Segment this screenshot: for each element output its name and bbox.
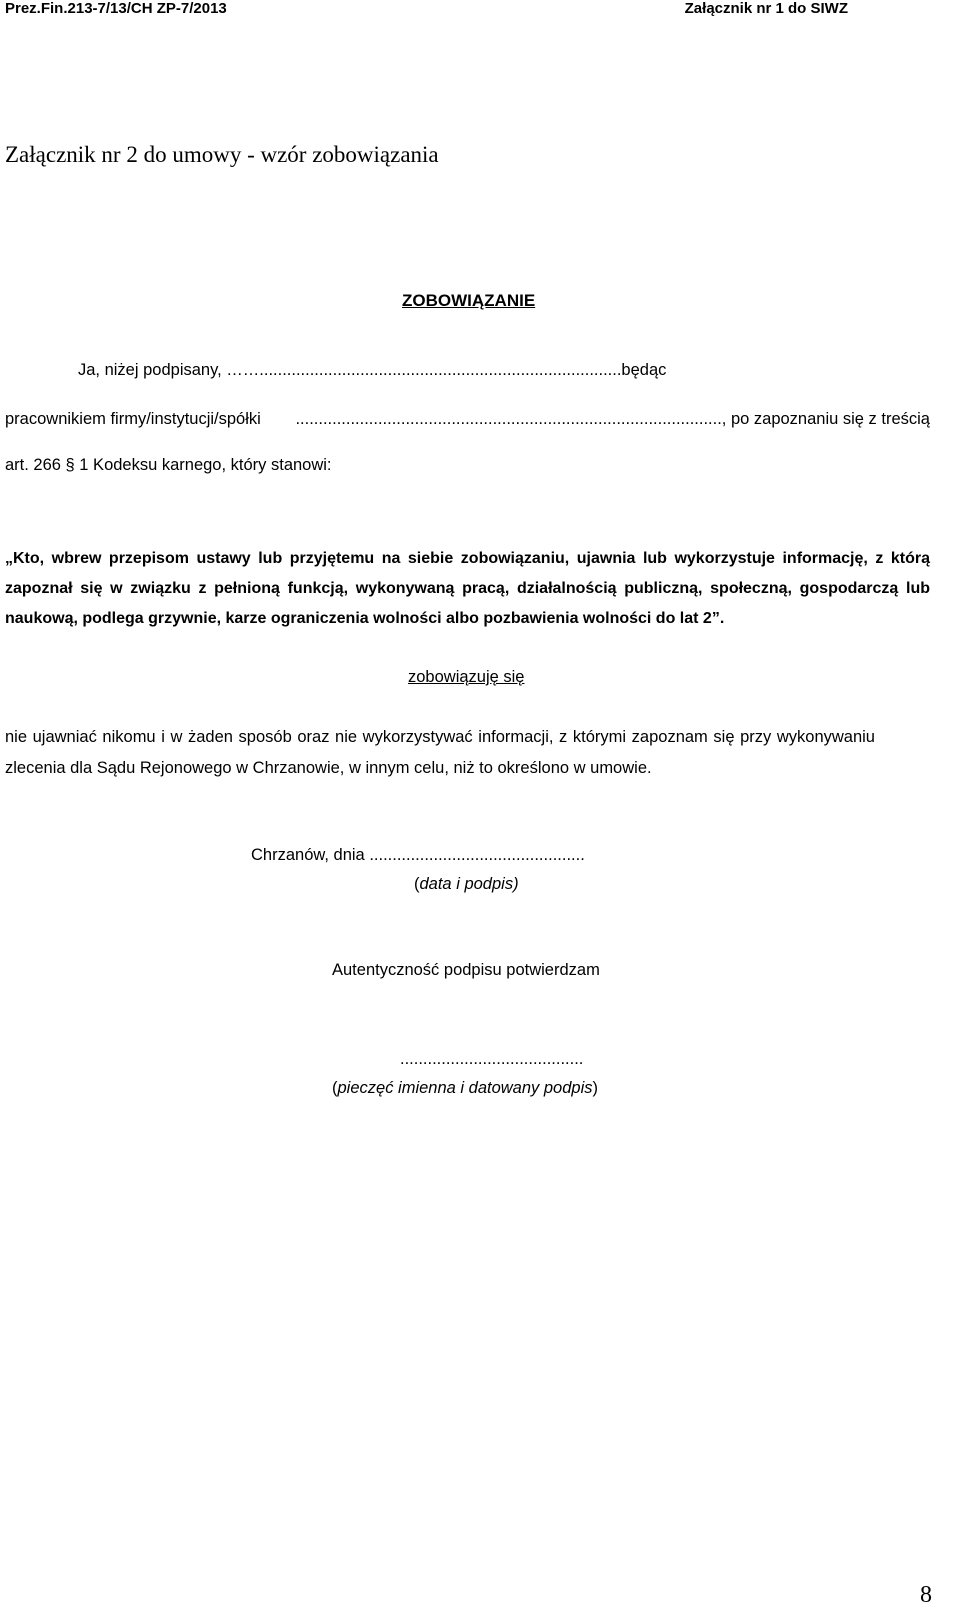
stamp-signature-note xyxy=(332,1079,598,1098)
header-attachment: Załącznik nr 1 do SIWZ xyxy=(684,0,848,17)
place-date-line: Chrzanów, dnia ............................................... xyxy=(251,846,585,864)
commitment-line-1: nie ujawniać nikomu i w żaden sposób oraz nie wykorzystywać informacji, z którymi zapoznam się przy wykonywaniu xyxy=(5,728,875,746)
stamp-note-close: ) xyxy=(592,1079,598,1097)
intro-line-2-label: pracownikiem firmy/instytucji/spółki xyxy=(5,410,261,428)
intro-line-1: Ja, niżej podpisany, ……...............................................................................będąc xyxy=(78,361,667,379)
date-signature-note xyxy=(414,875,519,894)
document-title: ZOBOWIĄZANIE xyxy=(402,291,536,310)
quote-line-1: „Kto, wbrew przepisom ustawy lub przyjętemu na siebie zobowiązaniu, ujawnia lub wykorzystuje informację, z którą xyxy=(5,550,930,567)
quote-line-3: naukową, podlega grzywnie, karze ograniczenia wolności albo pozbawienia wolności do lat 2”. xyxy=(5,610,725,627)
stamp-note-open: ( xyxy=(332,1079,338,1097)
stamp-note-text: pieczęć imienna i datowany podpis xyxy=(337,1079,593,1097)
attachment-title: Załącznik nr 2 do umowy - wzór zobowiązania xyxy=(5,142,439,167)
header-reference: Prez.Fin.213-7/13/CH ZP-7/2013 xyxy=(5,0,227,17)
date-signature-note-text: data i podpis) xyxy=(419,875,519,893)
intro-line-2-dots: ............................................................................................., po zapoznaniu się z treścią xyxy=(295,410,930,428)
signature-authentication-label: Autentyczność podpisu potwierdzam xyxy=(332,961,600,979)
commitment-heading: zobowiązuję się xyxy=(408,668,525,686)
intro-line-2 xyxy=(5,410,930,429)
stamp-signature-dots: ........................................ xyxy=(400,1050,584,1068)
quote-line-2: zapoznał się w związku z pełnioną funkcją, wykonywaną pracą, działalnością publiczną, społeczną, gospodarczą lub xyxy=(5,580,930,597)
commitment-line-2: zlecenia dla Sądu Rejonowego w Chrzanowie, w innym celu, niż to określono w umowie. xyxy=(5,759,652,777)
date-signature-note-paren: ( xyxy=(414,875,420,893)
page-number: 8 xyxy=(920,1582,932,1608)
intro-line-3: art. 266 § 1 Kodeksu karnego, który stanowi: xyxy=(5,456,332,474)
